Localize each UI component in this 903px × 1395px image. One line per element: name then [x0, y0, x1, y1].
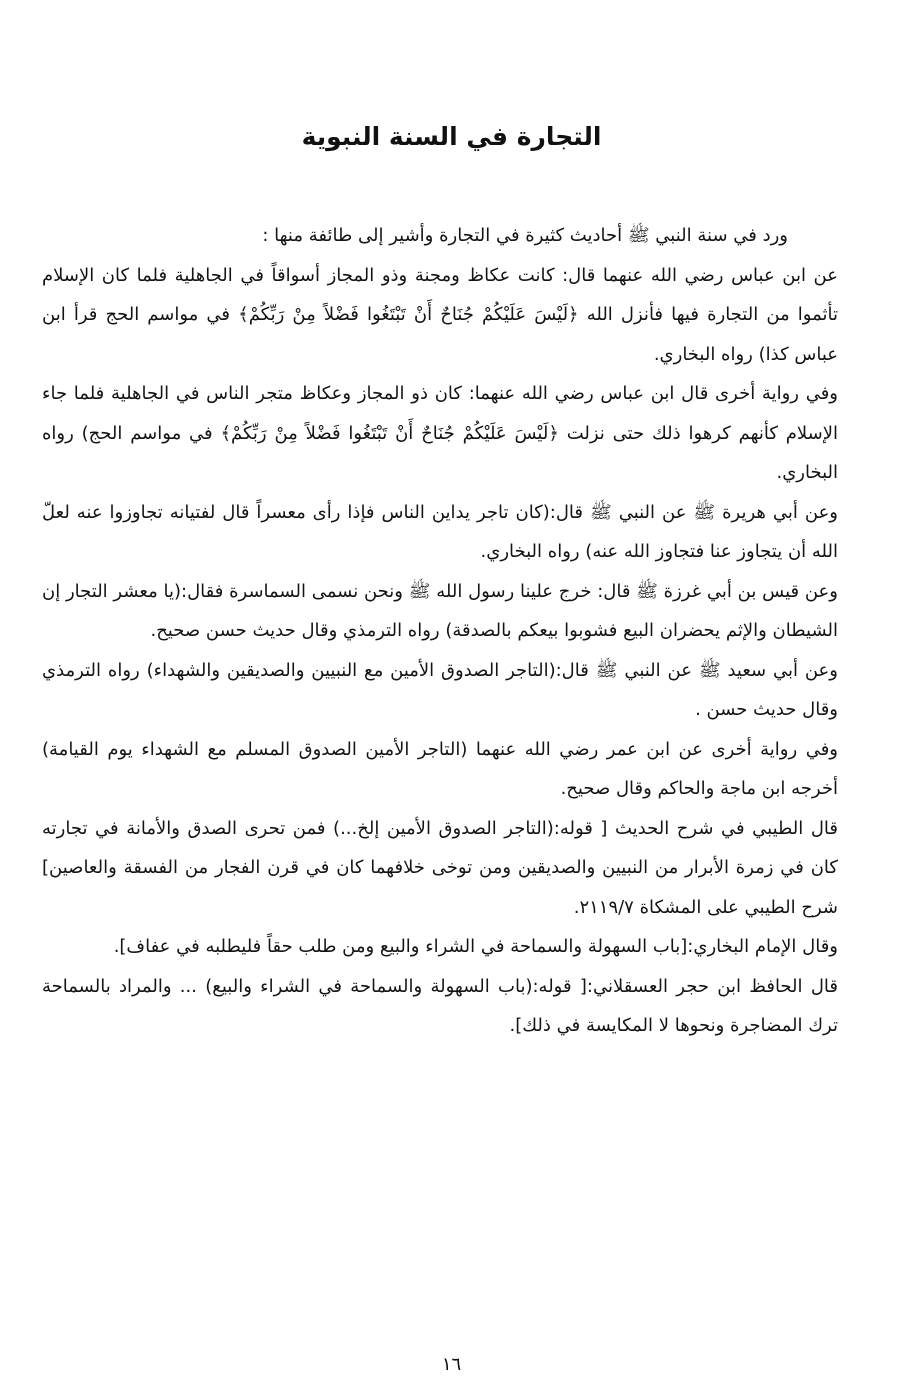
- hadith-ibn-abbas-2: وفي رواية أخرى قال ابن عباس رضي الله عنهما: كان ذو المجاز وعكاظ متجر الناس في الجاهلية فلما جاء الإسلام كأنهم كرهوا ذلك حتى نزلت ﴿لَيْسَ عَلَيْكُمْ جُنَاحٌ أَنْ تَبْتَغُوا فَضْلاً مِنْ رَبِّكُمْ﴾ في مواسم الحج) رواه البخاري.: [42, 383, 838, 483]
- hadith-abu-said: وعن أبي سعيد ﷺ عن النبي ﷺ قال:(التاجر الصدوق الأمين مع النبيين والصديقين والشهداء) رواه الترمذي وقال حديث حسن .: [42, 659, 838, 720]
- bukhari-chapter: وقال الإمام البخاري:[باب السهولة والسماحة في الشراء والبيع ومن طلب حقاً فليطلبه في عفاف].: [113, 936, 838, 957]
- hadith-abu-hurayra: وعن أبي هريرة ﷺ عن النبي ﷺ قال:(كان تاجر يداين الناس فإذا رأى معسراً قال لفتيانه تجاوزوا عنه لعلّ الله أن يتجاوز عنا فتجاوز الله عنه) رواه البخاري.: [42, 501, 838, 562]
- intro-paragraph: ورد في سنة النبي ﷺ أحاديث كثيرة في التجارة وأشير إلى طائفة منها :: [262, 225, 788, 246]
- hadith-qays: وعن قيس بن أبي غرزة ﷺ قال: خرج علينا رسول الله ﷺ ونحن نسمى السماسرة فقال:(يا معشر التجار إن الشيطان والإثم يحضران البيع فشوبوا بيعكم بالصدقة) رواه الترمذي وقال حديث حسن صحيح.: [42, 580, 838, 641]
- hadith-ibn-umar: وفي رواية أخرى عن ابن عمر رضي الله عنهما (التاجر الأمين الصدوق المسلم مع الشهداء يوم القيامة) أخرجه ابن ماجة والحاكم وقال صحيح.: [42, 738, 838, 799]
- page-number: ١٦: [441, 1354, 462, 1375]
- ibn-hajar-commentary: قال الحافظ ابن حجر العسقلاني:[ قوله:(باب السهولة والسماحة في الشراء والبيع) ... والمراد بالسماحة ترك المضاجرة ونحوها لا المكايسة في ذلك].: [42, 975, 838, 1036]
- tibi-commentary: قال الطيبي في شرح الحديث [ قوله:(التاجر الصدوق الأمين إلخ...) فمن تحرى الصدق والأمانة في تجارته كان في زمرة الأبرار من النبيين والصديقين ومن توخى خلافهما كان في قرن الفجار من الفسقة والعاصين] شرح الطيبي على المشكاة ٢١١٩/٧.: [42, 817, 838, 918]
- page-title: التجارة في السنة النبوية: [301, 122, 602, 151]
- body-text: [42, 216, 838, 1046]
- hadith-ibn-abbas-1: عن ابن عباس رضي الله عنهما قال: كانت عكاظ ومجنة وذو المجاز أسواقاً في الجاهلية فلما كان الإسلام تأثموا من التجارة فيها فأنزل الله ﴿لَيْسَ عَلَيْكُمْ جُنَاحٌ أَنْ تَبْتَغُوا فَضْلاً مِنْ رَبِّكُمْ﴾ في مواسم الحج قرأ ابن عباس كذا) رواه البخاري.: [42, 264, 838, 365]
